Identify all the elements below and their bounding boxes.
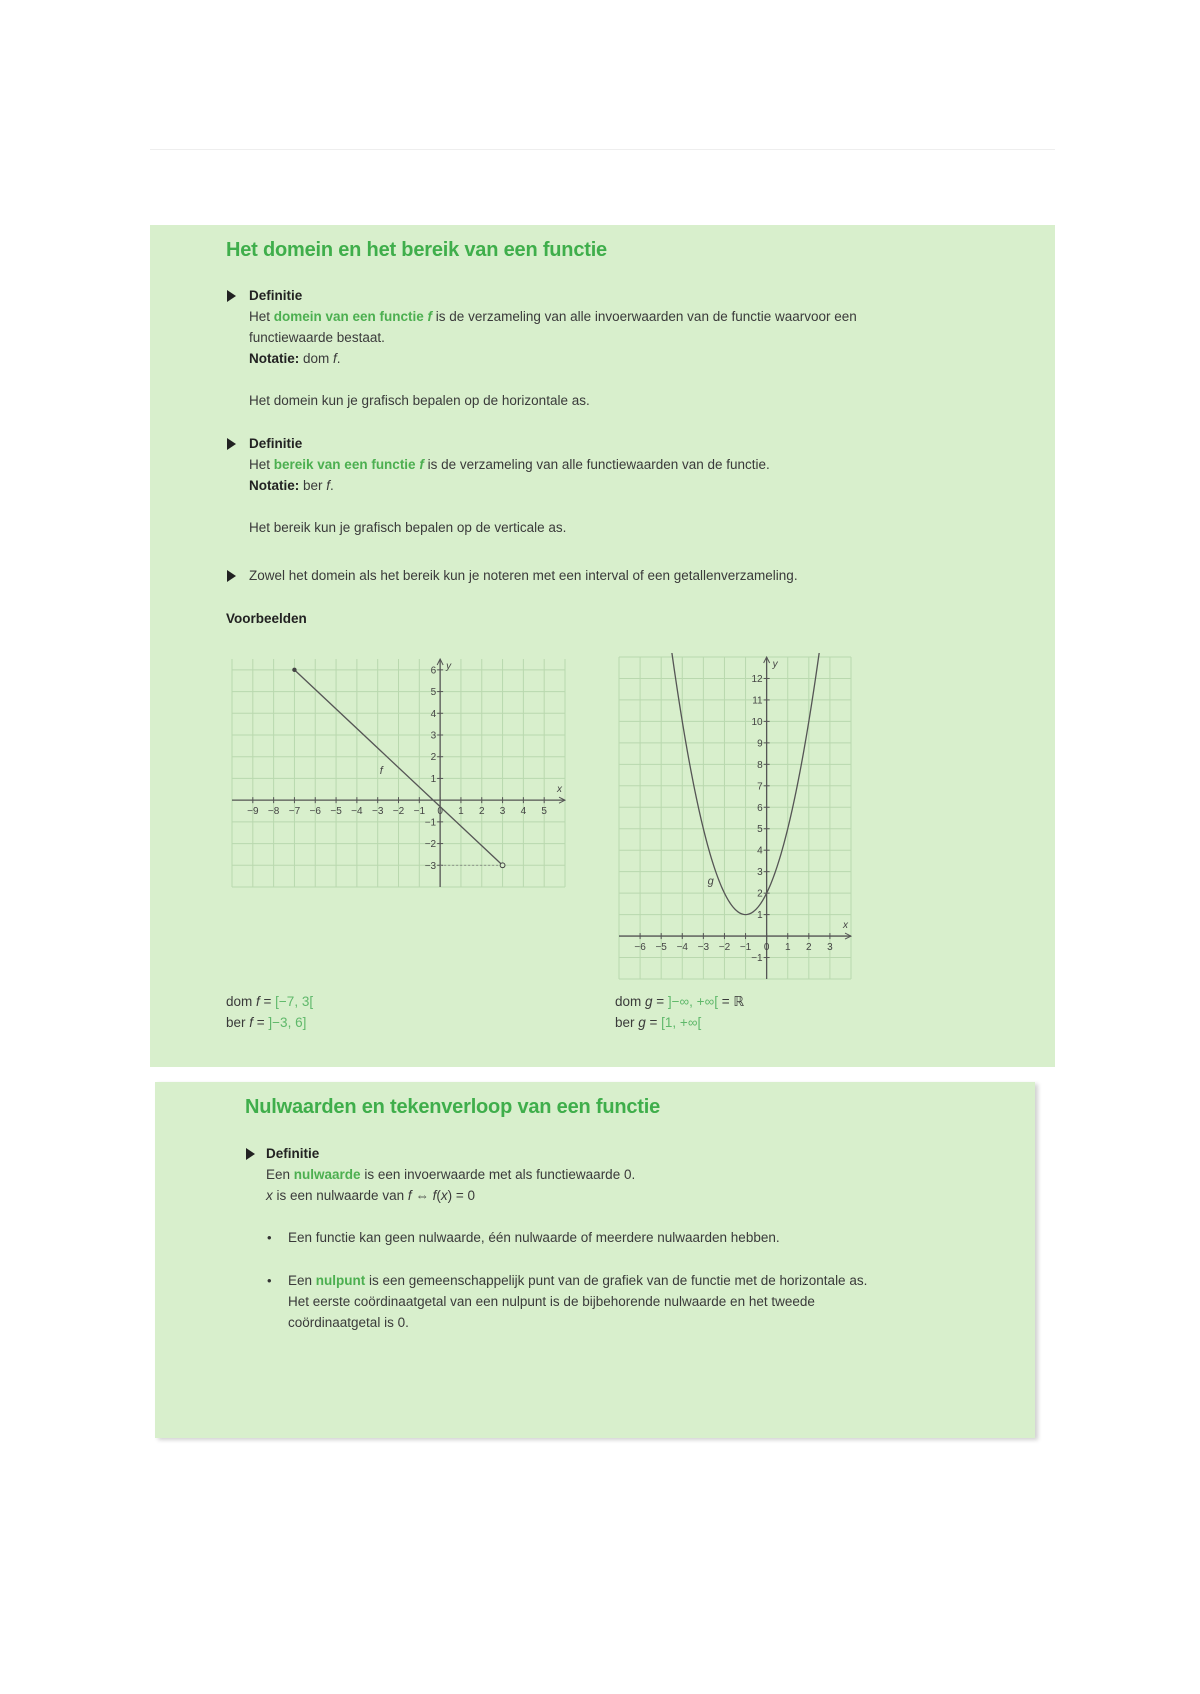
examples-heading: Voorbeelden	[226, 611, 307, 626]
x-tick-label: 5	[541, 806, 547, 818]
x-tick-label: −3	[371, 806, 384, 818]
x-tick-label: −1	[739, 942, 752, 954]
ber-f-result: ber f = ]−3, 6]	[226, 1015, 307, 1030]
interval-remark: Zowel het domein als het bereik kun je noteren met een interval of een getallenverzameling.	[249, 568, 798, 583]
y-tick-label: −1	[751, 953, 763, 965]
dom-g-result: dom g = ]−∞, +∞[ = ℝ	[615, 994, 745, 1009]
x-tick-label: 4	[520, 806, 527, 818]
y-tick-label: 9	[757, 738, 763, 750]
zero-point-definition: Een nulpunt is een gemeenschappelijk punt van de grafiek van de functie met de horizontale as.	[288, 1273, 868, 1288]
x-tick-label: 3	[827, 942, 833, 954]
y-tick-label: 4	[430, 708, 437, 720]
x-tick-label: 2	[806, 942, 812, 954]
bullet-arrow-icon	[227, 438, 236, 450]
x-tick-label: 3	[499, 806, 506, 818]
definition-label: Definitie	[266, 1146, 320, 1161]
bullet-dot-icon: •	[267, 1273, 272, 1288]
definition-range: Het bereik van een functie f is de verzameling van alle functiewaarden van de functie.	[249, 457, 770, 472]
y-axis-label: y	[772, 659, 778, 670]
definition-zero: Een nulwaarde is een invoerwaarde met als functiewaarde 0.	[266, 1167, 636, 1182]
bullet-arrow-icon	[227, 290, 236, 302]
x-tick-label: −4	[676, 942, 688, 954]
x-tick-label: 0	[763, 942, 770, 954]
domain-range-section	[150, 225, 1055, 1067]
x-tick-label: −2	[392, 806, 405, 818]
y-tick-label: 2	[430, 752, 437, 764]
x-tick-label: 0	[437, 806, 443, 818]
chart-f	[226, 653, 571, 893]
notation-domain: Notatie: dom f.	[249, 351, 341, 366]
y-tick-label: 10	[751, 716, 763, 728]
range-note: Het bereik kun je grafisch bepalen op de verticale as.	[249, 520, 567, 535]
ber-g-result: ber g = [1, +∞[	[615, 1015, 702, 1030]
y-tick-label: 5	[430, 687, 437, 699]
y-tick-label: 3	[757, 867, 763, 879]
y-tick-label: 11	[752, 695, 763, 707]
y-tick-label: 6	[757, 802, 763, 814]
definition-label: Definitie	[249, 288, 303, 303]
definition-domain: Het domein van een functie f is de verzameling van alle invoerwaarden van de functie waarvoor een	[249, 309, 857, 324]
section-title: Het domein en het bereik van een functie	[226, 239, 607, 261]
y-tick-label: 3	[430, 730, 437, 742]
zeros-count-note: Een functie kan geen nulwaarde, één nulwaarde of meerdere nulwaarden hebben.	[288, 1230, 780, 1245]
x-tick-label: −6	[309, 806, 321, 818]
x-tick-label: −8	[267, 806, 280, 818]
series-g-label: g	[707, 875, 714, 888]
y-axis-label: y	[446, 661, 452, 672]
zero-equivalence: x is een nulwaarde van f ⇔ f(x) = 0	[266, 1188, 476, 1203]
y-tick-label: 5	[757, 824, 763, 836]
x-tick-label: −1	[413, 806, 426, 818]
series-f-label: f	[379, 765, 383, 778]
y-tick-label: 6	[430, 665, 437, 677]
x-tick-label: −5	[330, 806, 342, 818]
closed-endpoint	[292, 668, 296, 672]
x-tick-label: −9	[247, 806, 259, 818]
zeros-sign-section	[155, 1082, 1035, 1438]
x-tick-label: 2	[478, 806, 485, 818]
chart-g	[615, 653, 855, 983]
zero-point-cont: Het eerste coördinaatgetal van een nulpunt is de bijbehorende nulwaarde en het tweede	[288, 1294, 815, 1309]
y-tick-label: 7	[757, 781, 763, 793]
bullet-arrow-icon	[227, 570, 236, 582]
y-tick-label: −3	[424, 860, 437, 872]
x-axis-label: x	[843, 920, 848, 932]
y-tick-label: −2	[424, 839, 437, 851]
notation-range: Notatie: ber f.	[249, 478, 334, 493]
dom-f-result: dom f = [−7, 3[	[226, 994, 314, 1009]
x-tick-label: −6	[634, 942, 646, 954]
section-title: Nulwaarden en tekenverloop van een functie	[245, 1096, 661, 1118]
y-tick-label: −1	[424, 817, 437, 829]
x-tick-label: −4	[351, 806, 363, 818]
x-tick-label: −5	[655, 942, 667, 954]
definition-domain-cont: functiewaarde bestaat.	[249, 330, 385, 345]
y-tick-label: 8	[757, 759, 763, 771]
zero-point-cont2: coördinaatgetal is 0.	[288, 1315, 409, 1330]
x-tick-label: −2	[718, 942, 731, 954]
y-tick-label: 1	[430, 773, 437, 785]
y-tick-label: 1	[757, 910, 763, 922]
bullet-arrow-icon	[246, 1148, 255, 1160]
domain-note: Het domein kun je grafisch bepalen op de horizontale as.	[249, 393, 590, 408]
x-tick-label: 1	[784, 942, 791, 954]
x-axis-label: x	[557, 784, 562, 796]
x-tick-label: 1	[458, 806, 464, 818]
open-endpoint	[500, 863, 505, 868]
y-tick-label: 12	[751, 673, 763, 685]
definition-label: Definitie	[249, 436, 303, 451]
y-tick-label: 2	[757, 888, 763, 900]
x-tick-label: −3	[697, 942, 710, 954]
x-tick-label: −7	[288, 806, 301, 818]
bullet-dot-icon: •	[267, 1230, 272, 1245]
y-tick-label: 4	[757, 845, 763, 857]
page-top-rule	[150, 149, 1055, 150]
